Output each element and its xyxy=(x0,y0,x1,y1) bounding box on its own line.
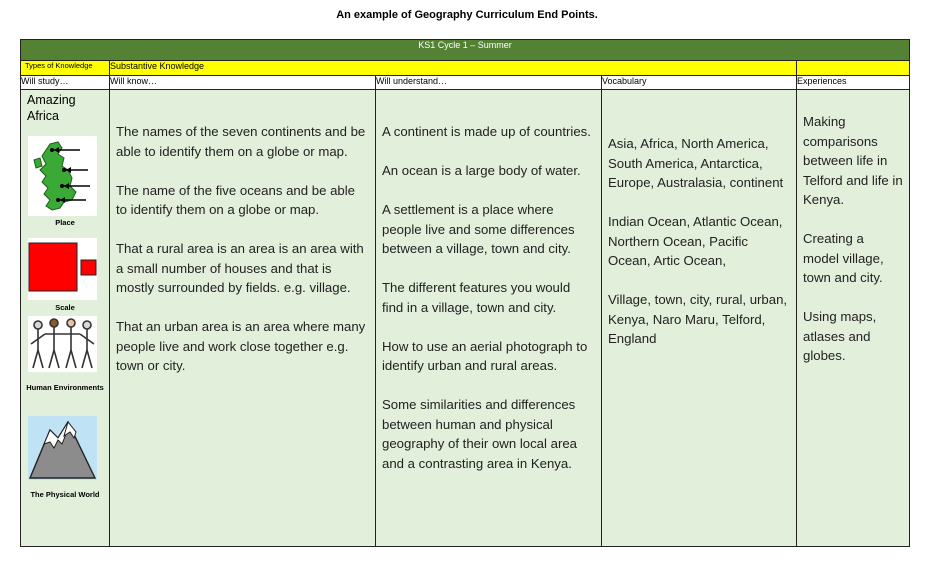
page-title: An example of Geography Curriculum End Points. xyxy=(336,9,598,21)
topic-title: Amazing Africa xyxy=(27,93,76,123)
human-environments-label: Human Environments xyxy=(26,383,104,392)
experience-item: Using maps, atlases and globes. xyxy=(803,309,877,363)
cycle-header: KS1 Cycle 1 – Summer xyxy=(21,40,910,61)
physical-world-icon xyxy=(28,416,97,480)
understand-item: Some similarities and differences between human and physical geography of their own local area and a contrasting area in Kenya. xyxy=(382,397,578,471)
col-header-will-understand: Will understand… xyxy=(376,76,602,90)
types-of-knowledge-label: Types of Knowledge xyxy=(21,61,110,76)
will-understand-text xyxy=(376,90,601,473)
empty-yellow-cell xyxy=(797,61,910,76)
place-icon xyxy=(28,136,97,216)
content-row xyxy=(21,90,910,547)
substantive-knowledge-label: Substantive Knowledge xyxy=(110,61,797,76)
know-item: The name of the five oceans and be able to identify them on a globe or map. xyxy=(116,182,356,217)
understand-item: How to use an aerial photograph to identify urban and rural areas. xyxy=(382,338,588,373)
experiences-cell xyxy=(797,90,910,547)
curriculum-table xyxy=(20,39,910,547)
knowledge-type-row xyxy=(21,61,910,76)
experience-item: Creating a model village, town and city. xyxy=(803,231,884,285)
cycle-header-row xyxy=(21,40,910,61)
scale-icon xyxy=(28,238,97,300)
vocabulary-item: Asia, Africa, North America, South America, Antarctica, Europe, Australasia, continent xyxy=(608,136,784,190)
know-item: That a rural area is an area is an area with a small number of houses and that is mostly surrounded by fields. e.g. village. xyxy=(116,241,364,295)
place-label: Place xyxy=(55,218,75,227)
physical-world-label: The Physical World xyxy=(30,490,100,499)
human-environments-icon xyxy=(28,316,97,372)
know-item: The names of the seven continents and be able to identify them on a globe or map. xyxy=(116,124,366,159)
understand-item: The different features you would find in a village, town and city. xyxy=(382,280,571,315)
vocabulary-item: Indian Ocean, Atlantic Ocean, Northern Ocean, Pacific Ocean, Artic Ocean, xyxy=(608,214,783,268)
study-cell xyxy=(21,90,110,547)
understand-item: An ocean is a large body of water. xyxy=(382,163,581,178)
vocabulary-cell xyxy=(602,90,797,547)
will-know-text xyxy=(110,90,375,376)
vocabulary-item: Village, town, city, rural, urban, Kenya, Naro Maru, Telford, England xyxy=(608,292,788,346)
know-item: That an urban area is an area where many people live and work close together e.g. town or city. xyxy=(116,319,366,373)
scale-label: Scale xyxy=(55,303,75,312)
will-know-cell xyxy=(110,90,376,547)
col-header-vocabulary: Vocabulary xyxy=(602,76,797,90)
experiences-text xyxy=(797,90,909,366)
vocabulary-text xyxy=(602,90,796,349)
col-header-experiences: Experiences xyxy=(797,76,910,90)
column-header-row xyxy=(21,76,910,90)
experience-item: Making comparisons between life in Telford and life in Kenya. xyxy=(803,114,903,207)
understand-item: A continent is made up of countries. xyxy=(382,124,591,139)
col-header-will-study: Will study… xyxy=(21,76,110,90)
understand-item: A settlement is a place where people live and some differences between a village, town and city. xyxy=(382,202,575,256)
will-understand-cell xyxy=(376,90,602,547)
col-header-will-know: Will know… xyxy=(110,76,376,90)
